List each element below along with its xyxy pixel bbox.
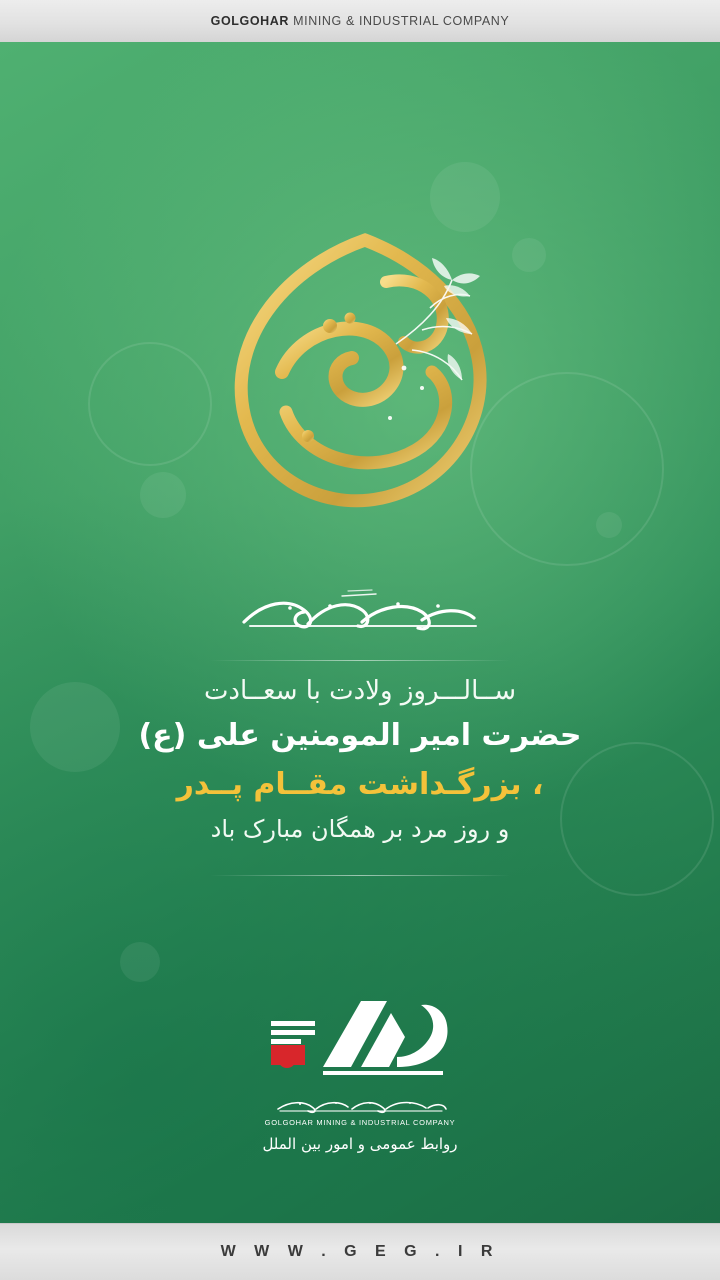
eid-calligraphy <box>190 222 530 522</box>
bokeh-circle <box>120 942 160 982</box>
logo-name-fa <box>230 1093 490 1115</box>
bokeh-circle <box>140 472 186 518</box>
divider-bottom <box>210 875 510 876</box>
greeting-text-block <box>0 672 720 847</box>
greeting-line-1: ســالـــروز ولادت با سعــادت <box>203 676 517 706</box>
website-url[interactable]: W W W . G E G . I R <box>220 1243 500 1260</box>
bokeh-circle <box>596 512 622 538</box>
company-logo-group <box>230 987 490 1153</box>
poster-canvas <box>0 42 720 1224</box>
bottom-footer-bar <box>0 1223 720 1280</box>
company-name-header <box>211 14 510 28</box>
sub-calligraphy <box>230 582 490 642</box>
top-header-bar <box>0 0 720 43</box>
greeting-line-4: و روز مرد بر همگان مبارک باد <box>210 815 510 843</box>
company-name-bold: GOLGOHAR <box>210 14 290 28</box>
greeting-line-2: حضرت امیر المومنین علی (ع) <box>138 718 582 753</box>
divider-top <box>210 660 510 661</box>
company-name-rest: MINING & INDUSTRIAL COMPANY <box>289 14 510 28</box>
golgohar-logo-mark-icon <box>265 987 455 1087</box>
logo-department-label: روابط عمومی و امور بین الملل <box>262 1135 458 1153</box>
logo-name-en: GOLGOHAR MINING & INDUSTRIAL COMPANY <box>264 1118 456 1127</box>
greeting-line-3: ، بزرگـداشت مقــام پــدر <box>176 767 544 802</box>
